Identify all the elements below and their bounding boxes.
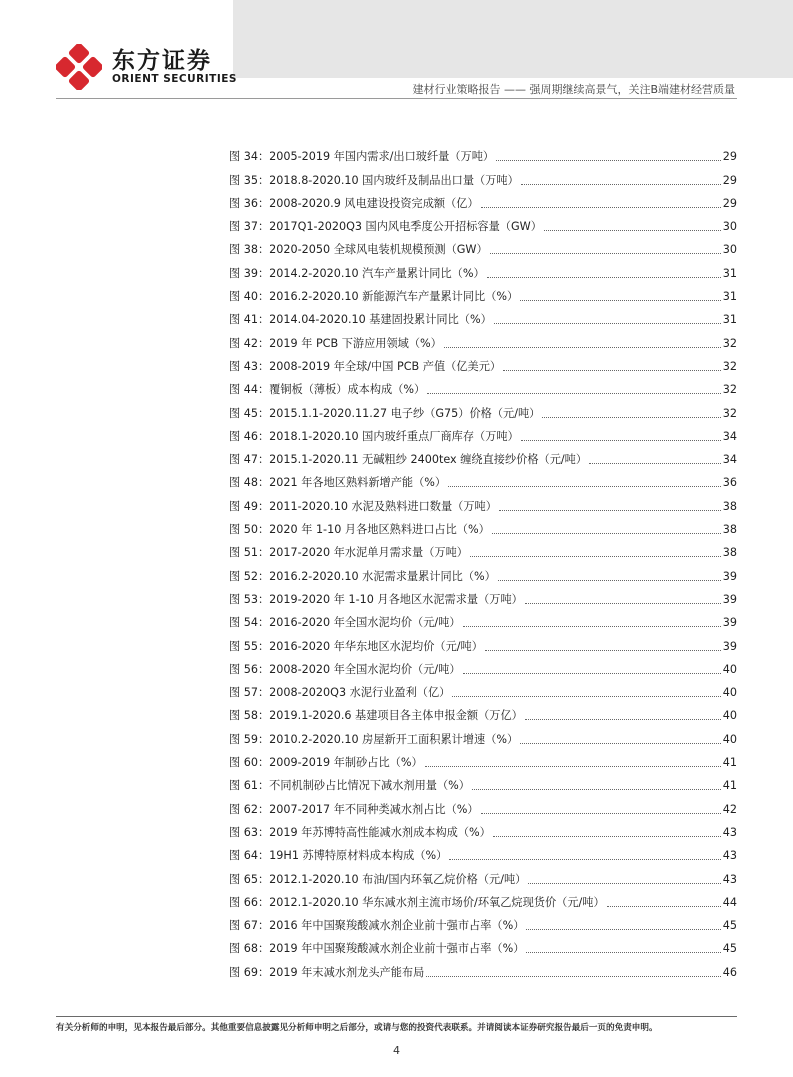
toc-entry[interactable]	[229, 537, 737, 560]
toc-entry[interactable]	[229, 677, 737, 700]
disclaimer-note: 有关分析师的申明，见本报告最后部分。其他重要信息披露见分析师申明之后部分，或请与您的投资代表联系。并请阅读本证券研究报告最后一页的免责申明。	[56, 1023, 658, 1033]
toc-entry[interactable]	[229, 141, 737, 164]
footer-divider	[56, 1016, 737, 1017]
toc-entry-label: 图 40：2016.2-2020.10 新能源汽车产量累计同比（%）	[229, 290, 519, 304]
toc-entry-page: 43	[722, 872, 737, 886]
toc-entry-label: 图 52：2016.2-2020.10 水泥需求量累计同比（%）	[229, 569, 496, 583]
toc-entry-page: 45	[722, 942, 737, 956]
toc-entry-label: 图 45：2015.1.1-2020.11.27 电子纱（G75）价格（元/吨）	[229, 406, 541, 420]
toc-dot-leader	[490, 253, 721, 254]
toc-entry-label: 图 62：2007-2017 年不同种类减水剂占比（%）	[229, 802, 479, 816]
toc-dot-leader	[503, 370, 721, 371]
toc-entry[interactable]	[229, 654, 737, 677]
toc-dot-leader	[444, 347, 721, 348]
toc-entry-label: 图 69：2019 年末减水剂龙头产能布局	[229, 965, 425, 979]
toc-entry-label: 图 66：2012.1-2020.10 华东减水剂主流市场价/环氧乙烷现货价（元/吨）	[229, 895, 605, 909]
toc-entry[interactable]	[229, 584, 737, 607]
toc-entry-label: 图 42：2019 年 PCB 下游应用领域（%）	[229, 336, 442, 350]
toc-entry-figure-number: 图 61：	[229, 779, 270, 793]
toc-entry-page: 34	[722, 429, 737, 443]
toc-dot-leader	[526, 952, 720, 953]
toc-dot-leader	[481, 813, 721, 814]
toc-entry-page: 46	[722, 965, 737, 979]
toc-entry-page: 43	[722, 849, 737, 863]
toc-entry-page: 44	[722, 895, 737, 909]
orient-securities-logo-icon	[56, 44, 102, 90]
toc-entry-page: 39	[722, 639, 737, 653]
toc-entry[interactable]	[229, 257, 737, 280]
toc-entry-page: 40	[722, 709, 737, 723]
toc-entry-label: 图 54：2016-2020 年全国水泥均价（元/吨）	[229, 616, 461, 630]
toc-entry[interactable]	[229, 444, 737, 467]
toc-entry-label: 图 68：2019 年中国聚羧酸减水剂企业前十强市占率（%）	[229, 942, 525, 956]
toc-entry-page: 41	[722, 756, 737, 770]
toc-entry-label: 图 51：2017-2020 年水泥单月需求量（万吨）	[229, 546, 468, 560]
toc-dot-leader	[542, 417, 720, 418]
toc-entry[interactable]	[229, 374, 737, 397]
toc-entry-label: 图 39：2014.2-2020.10 汽车产量累计同比（%）	[229, 266, 485, 280]
toc-dot-leader	[525, 719, 721, 720]
toc-entry[interactable]	[229, 863, 737, 886]
toc-dot-leader	[448, 486, 721, 487]
toc-entry-label: 图 55：2016-2020 年华东地区水泥均价（元/吨）	[229, 639, 483, 653]
toc-entry[interactable]	[229, 700, 737, 723]
toc-entry-label: 图 60：2009-2019 年制砂占比（%）	[229, 756, 423, 770]
toc-dot-leader	[463, 673, 721, 674]
toc-entry-page: 31	[722, 290, 737, 304]
toc-dot-leader	[472, 789, 721, 790]
toc-entry-page: 31	[722, 266, 737, 280]
toc-entry-page: 45	[722, 919, 737, 933]
toc-entry-page: 42	[722, 802, 737, 816]
toc-dot-leader	[481, 207, 721, 208]
toc-dot-leader	[521, 184, 721, 185]
toc-entry-page: 41	[722, 779, 737, 793]
toc-entry[interactable]	[229, 793, 737, 816]
toc-entry-page: 40	[722, 662, 737, 676]
toc-entry-label: 图 58：2019.1-2020.6 基建项目各主体申报金额（万亿）	[229, 709, 523, 723]
toc-entry[interactable]	[229, 490, 737, 513]
toc-entry[interactable]	[229, 560, 737, 583]
toc-entry[interactable]	[229, 514, 737, 537]
toc-dot-leader	[528, 883, 720, 884]
toc-entry[interactable]	[229, 723, 737, 746]
toc-entry-label: 图 65：2012.1-2020.10 布油/国内环氧乙烷价格（元/吨）	[229, 872, 527, 886]
toc-entry[interactable]	[229, 630, 737, 653]
toc-entry[interactable]	[229, 467, 737, 490]
toc-entry-label: 图 63：2019 年苏博特高性能减水剂成本构成（%）	[229, 825, 491, 839]
toc-entry-label: 图 44：覆铜板（薄板）成本构成（%）	[229, 383, 426, 397]
toc-entry-page: 29	[722, 196, 737, 210]
toc-dot-leader	[449, 859, 720, 860]
toc-entry[interactable]	[229, 910, 737, 933]
toc-dot-leader	[521, 440, 721, 441]
toc-entry-page: 32	[722, 336, 737, 350]
toc-entry-label: 图 64：19H1 苏博特原材料成本构成（%）	[229, 849, 448, 863]
toc-entry-label: 图 36：2008-2020.9 风电建设投资完成额（亿）	[229, 196, 479, 210]
toc-entry-label: 图 50：2020 年 1-10 月各地区熟料进口占比（%）	[229, 523, 490, 537]
toc-entry[interactable]	[229, 234, 737, 257]
toc-entry-label: 图 49：2011-2020.10 水泥及熟料进口数量（万吨）	[229, 499, 497, 513]
toc-entry-page: 30	[722, 220, 737, 234]
toc-entry-label: 图 43：2008-2019 年全球/中国 PCB 产值（亿美元）	[229, 359, 502, 373]
toc-entry[interactable]	[229, 887, 737, 910]
toc-entry-page: 29	[722, 150, 737, 164]
toc-entry-label	[229, 779, 472, 793]
toc-entry-page: 36	[722, 476, 737, 490]
toc-dot-leader	[526, 929, 720, 930]
toc-entry-page: 32	[722, 406, 737, 420]
toc-entry-label: 图 47：2015.1-2020.11 无碱粗纱 2400tex 缠绕直接纱价格（元/吨）	[229, 453, 588, 467]
toc-entry-page: 39	[722, 592, 737, 606]
brand-logo	[56, 36, 236, 92]
toc-entry-caption: 不同机制砂占比情况下减水剂用量（%）	[269, 779, 470, 793]
toc-entry-label: 图 38：2020-2050 全球风电装机规模预测（GW）	[229, 243, 488, 257]
toc-entry[interactable]	[229, 397, 737, 420]
toc-dot-leader	[493, 836, 721, 837]
toc-dot-leader	[498, 580, 721, 581]
toc-entry-page: 40	[722, 686, 737, 700]
toc-dot-leader	[520, 300, 721, 301]
toc-entry[interactable]	[229, 351, 737, 374]
toc-dot-leader	[544, 230, 721, 231]
toc-entry[interactable]	[229, 607, 737, 630]
toc-entry-page: 31	[722, 313, 737, 327]
toc-dot-leader	[463, 626, 721, 627]
toc-dot-leader	[494, 323, 721, 324]
header-gray-band	[233, 0, 793, 78]
toc-dot-leader	[487, 277, 721, 278]
toc-entry-page: 43	[722, 825, 737, 839]
toc-entry[interactable]	[229, 211, 737, 234]
toc-dot-leader	[485, 650, 721, 651]
toc-entry-page: 32	[722, 359, 737, 373]
toc-entry-label: 图 53：2019-2020 年 1-10 月各地区水泥需求量（万吨）	[229, 592, 523, 606]
toc-entry-page: 34	[722, 453, 737, 467]
toc-entry[interactable]	[229, 956, 737, 979]
toc-dot-leader	[525, 603, 721, 604]
toc-dot-leader	[589, 463, 721, 464]
toc-entry-label: 图 48：2021 年各地区熟料新增产能（%）	[229, 476, 447, 490]
toc-entry-page: 40	[722, 732, 737, 746]
toc-entry-page: 39	[722, 616, 737, 630]
header-divider	[56, 98, 737, 99]
toc-entry[interactable]	[229, 747, 737, 770]
figure-index-list	[229, 141, 737, 980]
toc-entry[interactable]	[229, 840, 737, 863]
toc-entry-label: 图 37：2017Q1-2020Q3 国内风电季度公开招标容量（GW）	[229, 220, 542, 234]
brand-name-en: ORIENT SECURITIES	[112, 73, 237, 85]
toc-entry[interactable]	[229, 327, 737, 350]
toc-entry-page: 38	[722, 499, 737, 513]
toc-entry[interactable]	[229, 770, 737, 793]
toc-entry[interactable]	[229, 304, 737, 327]
toc-entry[interactable]	[229, 281, 737, 304]
report-header-title: 建材行业策略报告 —— 强周期继续高景气，关注B端建材经营质量	[412, 83, 735, 96]
toc-dot-leader	[425, 766, 721, 767]
toc-entry[interactable]	[229, 817, 737, 840]
toc-entry-label: 图 56：2008-2020 年全国水泥均价（元/吨）	[229, 662, 461, 676]
toc-entry-label: 图 35：2018.8-2020.10 国内玻纤及制品出口量（万吨）	[229, 173, 519, 187]
toc-dot-leader	[426, 976, 720, 977]
toc-entry-label: 图 34：2005-2019 年国内需求/出口玻纤量（万吨）	[229, 150, 495, 164]
toc-dot-leader	[520, 743, 721, 744]
brand-name-cn: 东方证券	[112, 48, 212, 74]
toc-entry[interactable]	[229, 164, 737, 187]
toc-dot-leader	[452, 696, 720, 697]
toc-dot-leader	[607, 906, 721, 907]
toc-entry-label: 图 67：2016 年中国聚羧酸减水剂企业前十强市占率（%）	[229, 919, 525, 933]
toc-dot-leader	[496, 160, 721, 161]
toc-entry-page: 38	[722, 546, 737, 560]
toc-entry[interactable]	[229, 933, 737, 956]
toc-dot-leader	[492, 533, 721, 534]
toc-entry[interactable]	[229, 188, 737, 211]
toc-entry-label: 图 41：2014.04-2020.10 基建固投累计同比（%）	[229, 313, 492, 327]
toc-entry-page: 30	[722, 243, 737, 257]
toc-dot-leader	[499, 510, 721, 511]
toc-entry-label: 图 46：2018.1-2020.10 国内玻纤重点厂商库存（万吨）	[229, 429, 519, 443]
toc-entry-page: 32	[722, 383, 737, 397]
toc-dot-leader	[470, 556, 721, 557]
toc-entry-label: 图 59：2010.2-2020.10 房屋新开工面积累计增速（%）	[229, 732, 519, 746]
toc-entry-page: 39	[722, 569, 737, 583]
toc-entry[interactable]	[229, 421, 737, 444]
toc-entry-page: 38	[722, 523, 737, 537]
toc-entry-page: 29	[722, 173, 737, 187]
page-number: 4	[393, 1044, 400, 1057]
toc-dot-leader	[427, 393, 721, 394]
toc-entry-label: 图 57：2008-2020Q3 水泥行业盈利（亿）	[229, 686, 451, 700]
